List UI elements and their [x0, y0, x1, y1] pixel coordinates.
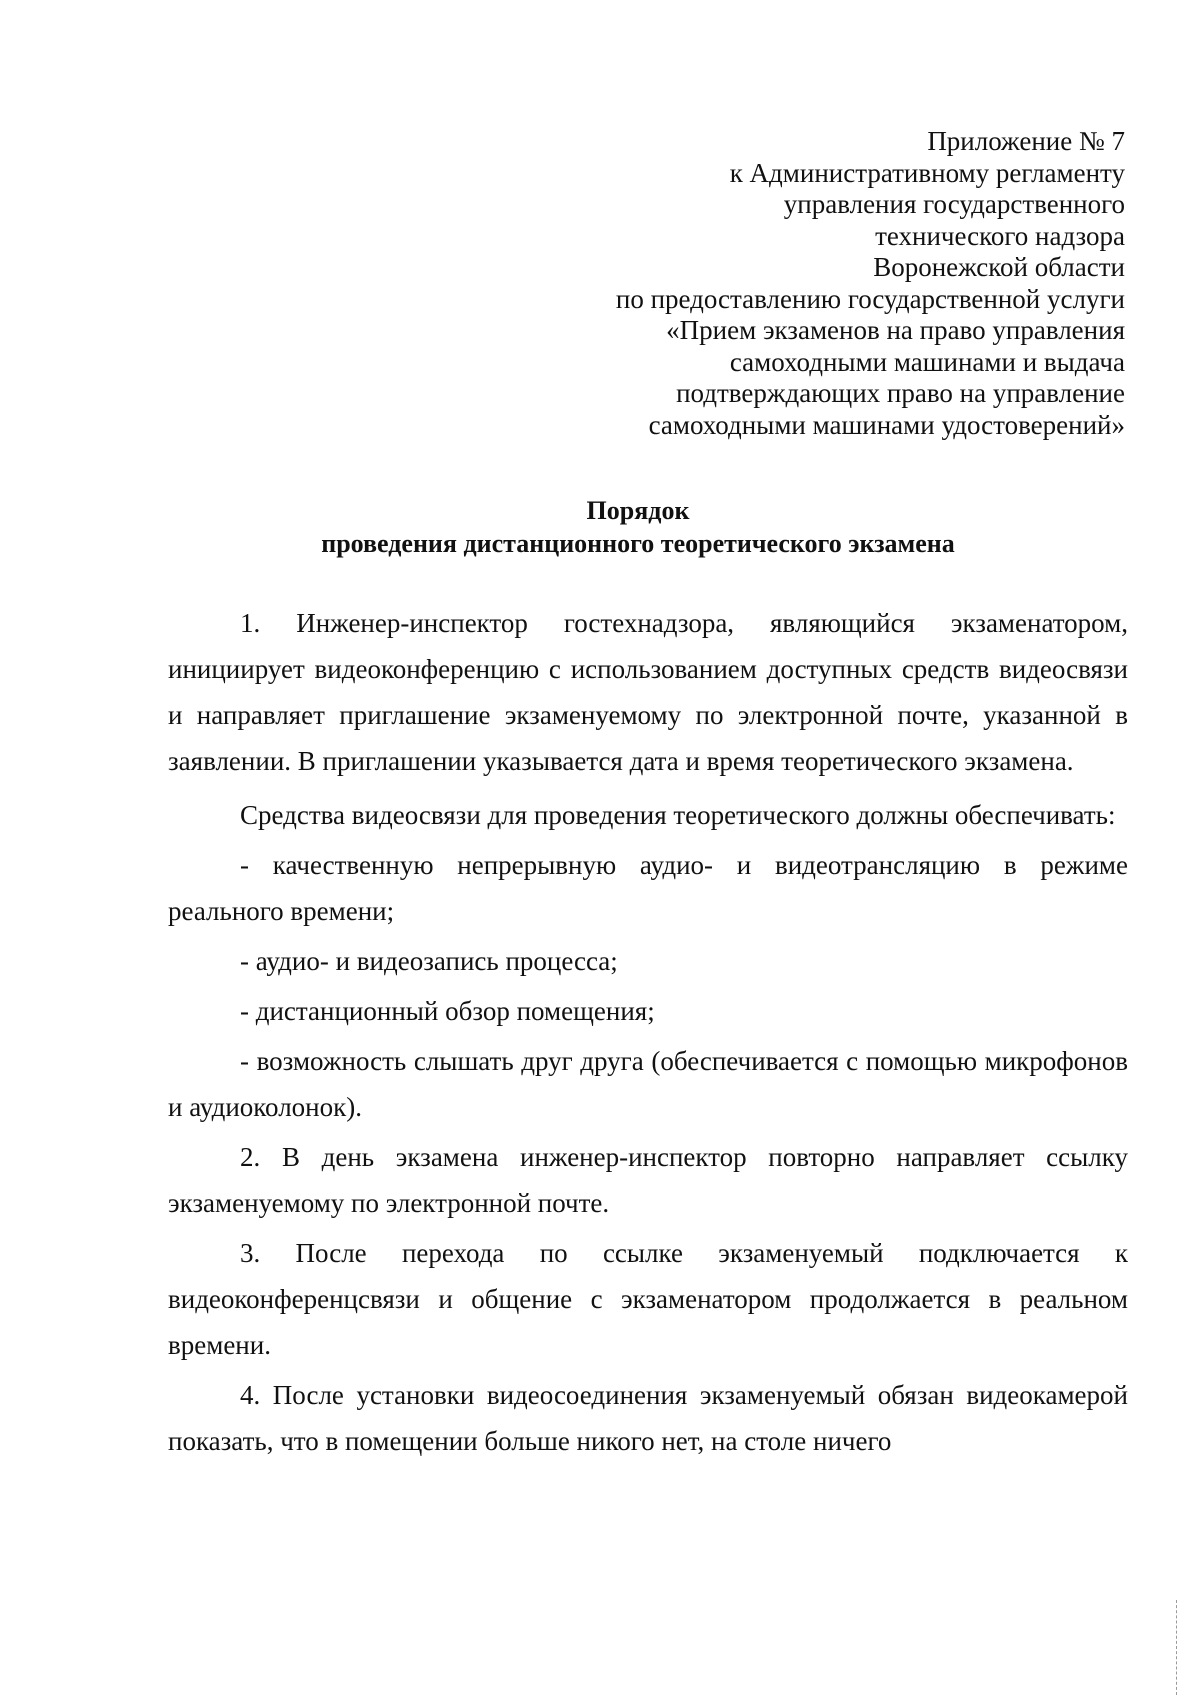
list-item: - аудио- и видеозапись процесса;: [240, 946, 618, 976]
paragraph-video-requirements: Средства видеосвязи для проведения теоретического должны обеспечивать:: [240, 800, 1116, 830]
document-subtitle: проведения дистанционного теоретического экзамена: [321, 529, 955, 558]
appendix-line: к Административному регламенту: [729, 157, 1125, 188]
list-item: - возможность слышать друг друга (обеспечивается с помощью микрофонов и аудиоколонок).: [168, 1046, 1128, 1122]
paragraph-3: 3. После перехода по ссылке экзаменуемый подключается к видеоконференцсвязи и общение с экзаменатором продолжается в реальном времени.: [168, 1238, 1128, 1360]
appendix-line: подтверждающих право на управление: [676, 378, 1125, 408]
appendix-line: самоходными машинами и выдача: [729, 346, 1125, 377]
document-heading: [150, 494, 1126, 560]
list-item: - качественную непрерывную аудио- и видеотрансляцию в режиме реального времени;: [168, 850, 1128, 926]
appendix-line: «Прием экзаменов на право управления: [666, 315, 1125, 345]
appendix-header: [505, 126, 1125, 441]
paragraph-1: 1. Инженер-инспектор гостехнадзора, являющийся экзаменатором, инициирует видеоконференцию с использованием доступных средств видеосвязи и направляет приглашение экзаменуемому по электронной почте, указанной в заявлении. В приглашении указывается дата и время теоретического экзамена.: [168, 608, 1128, 776]
document-title: Порядок: [586, 496, 690, 525]
appendix-line: управления государственного: [783, 189, 1125, 219]
appendix-line: Приложение № 7: [927, 126, 1125, 156]
appendix-line: технического надзора: [875, 220, 1125, 251]
document-body: [168, 600, 1128, 1468]
appendix-line: Воронежской области: [873, 252, 1125, 282]
scan-edge-mark: [1176, 1600, 1178, 1695]
paragraph-4: 4. После установки видеосоединения экзаменуемый обязан видеокамерой показать, что в помещении больше никого нет, на столе ничего: [168, 1380, 1128, 1456]
list-item: - дистанционный обзор помещения;: [240, 996, 655, 1026]
appendix-line: по предоставлению государственной услуги: [615, 283, 1125, 314]
paragraph-2: 2. В день экзамена инженер-инспектор повторно направляет ссылку экзаменуемому по электронной почте.: [168, 1142, 1128, 1218]
appendix-line: самоходными машинами удостоверений»: [648, 409, 1125, 440]
